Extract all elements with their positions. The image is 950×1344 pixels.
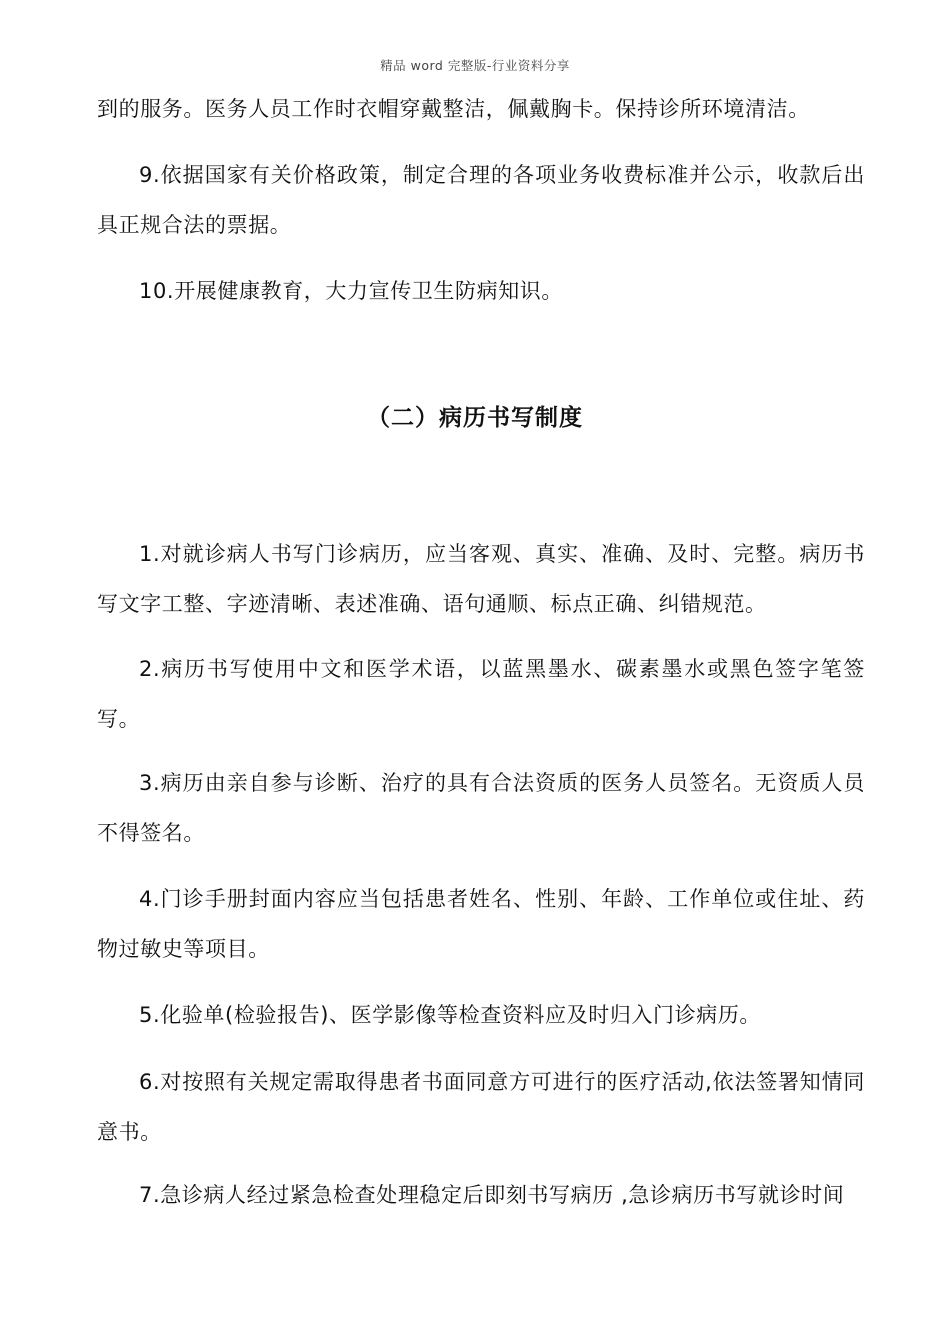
paragraph-section-item-3: 3.病历由亲自参与诊断、治疗的具有合法资质的医务人员签名。无资质人员不得签名。 <box>97 771 865 845</box>
paragraph-section-item-7: 7.急诊病人经过紧急检查处理稳定后即刻书写病历 ,急诊病历书写就诊时间 <box>139 1183 845 1207</box>
paragraph-section-item-5: 5.化验单(检验报告)、医学影像等检查资料应及时归入门诊病历。 <box>139 1003 762 1027</box>
paragraph-section-item-1: 1.对就诊病人书写门诊病历，应当客观、真实、准确、及时、完整。病历书写文字工整、字迹清晰、表述准确、语句通顺、标点正确、纠错规范。 <box>97 542 865 616</box>
paragraph-item-10: 10.开展健康教育，大力宣传卫生防病知识。 <box>139 279 563 303</box>
page-header: 精品 word 完整版-行业资料分享 <box>380 58 570 73</box>
paragraph-continuation: 到的服务。医务人员工作时衣帽穿戴整洁，佩戴胸卡。保持诊所环境清洁。 <box>97 97 810 121</box>
paragraph-section-item-6: 6.对按照有关规定需取得患者书面同意方可进行的医疗活动,依法签署知情同意书。 <box>97 1070 865 1144</box>
paragraph-item-9: 9.依据国家有关价格政策，制定合理的各项业务收费标准并公示，收款后出具正规合法的票据。 <box>97 163 865 237</box>
paragraph-section-item-2: 2.病历书写使用中文和医学术语，以蓝黑墨水、碳素墨水或黑色签字笔签写。 <box>97 657 865 731</box>
section-title: （二）病历书写制度 <box>367 405 583 431</box>
paragraph-section-item-4: 4.门诊手册封面内容应当包括患者姓名、性别、年龄、工作单位或住址、药物过敏史等项目。 <box>97 887 865 961</box>
